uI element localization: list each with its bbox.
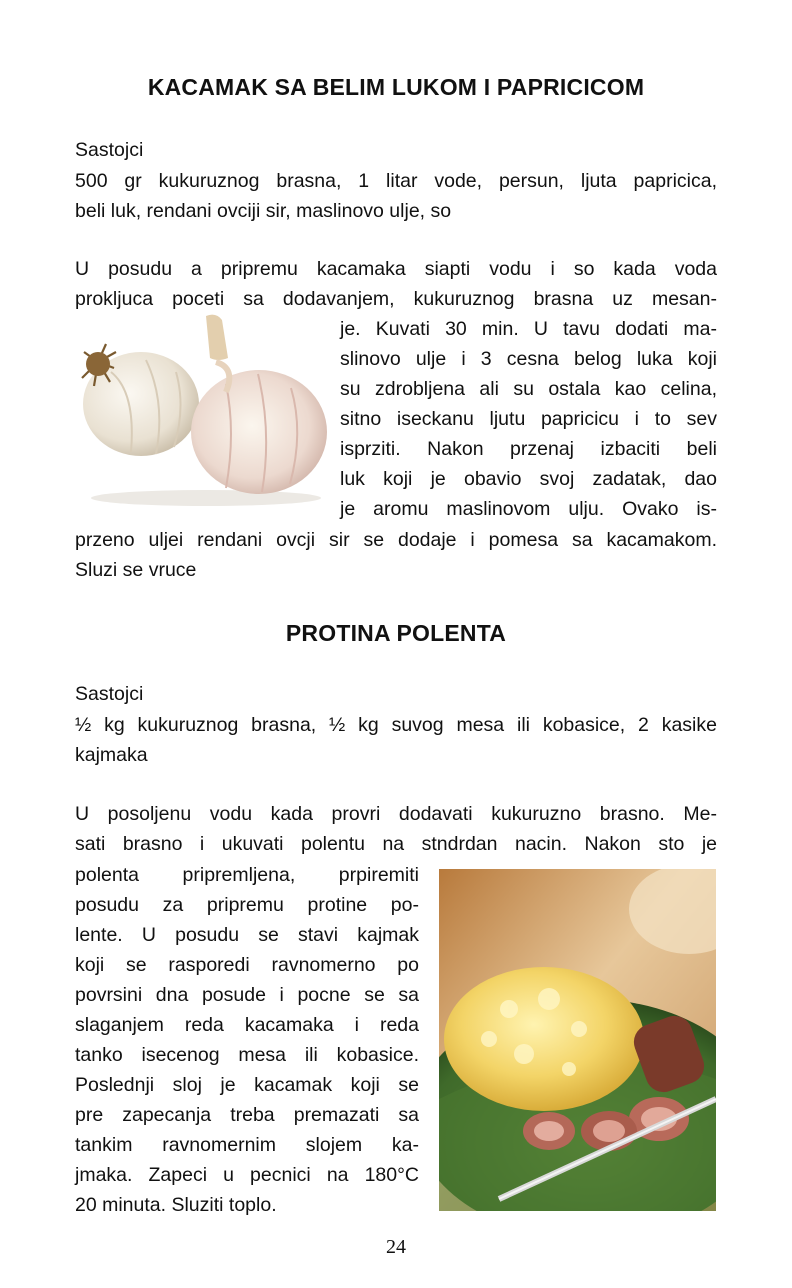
recipe-1-method-line: je aromu maslinovom ulju. Ovako is- bbox=[340, 498, 717, 520]
recipe-2-method-line: polenta pripremljena, prpiremiti bbox=[75, 864, 419, 886]
recipe-2-method-line: 20 minuta. Sluziti toplo. bbox=[75, 1194, 277, 1216]
recipe-1-ingredients-line: beli luk, rendani ovciji sir, maslinovo ulje, so bbox=[75, 200, 452, 222]
recipe-1-method-line: U posudu a pripremu kacamaka siapti vodu i so kada voda bbox=[75, 258, 717, 280]
recipe-2-method-line: Poslednji sloj je kacamak koji se bbox=[75, 1074, 419, 1096]
recipe-1-method-line: Sluzi se vruce bbox=[75, 559, 197, 581]
recipe-1-method-line: isprziti. Nakon przenaj izbaciti beli bbox=[340, 438, 717, 460]
recipe-2-ingredients-line: ½ kg kukuruznog brasna, ½ kg suvog mesa ili kobasice, 2 kasike bbox=[75, 714, 717, 736]
recipe-2-method-line: slaganjem reda kacamaka i reda bbox=[75, 1014, 419, 1036]
recipe-2-method-line: povrsini dna posude i pocne se sa bbox=[75, 984, 419, 1006]
recipe-2-method-line: sati brasno i ukuvati polentu na stndrdan nacin. Nakon sto je bbox=[75, 833, 717, 855]
recipe-1-method-line: sitno iseckanu ljutu papricicu i to sev bbox=[340, 408, 717, 430]
recipe-1-ingredients-heading: Sastojci bbox=[75, 139, 144, 161]
recipe-2-title: PROTINA POLENTA bbox=[285, 620, 507, 646]
recipe-1-method-line: slinovo ulje i 3 cesna belog luka koji bbox=[340, 348, 717, 370]
recipe-1-method-line: przeno uljei rendani ovcji sir se dodaje i pomesa sa kacamakom. bbox=[75, 529, 717, 551]
recipe-2-method-line: tankim ravnomernim slojem ka- bbox=[75, 1134, 419, 1156]
recipe-1-method-line: luk koji je obavio svoj zadatak, dao bbox=[340, 468, 717, 490]
recipe-1-title: KACAMAK SA BELIM LUKOM I PAPRICICOM bbox=[147, 74, 645, 100]
recipe-2-method-line: koji se rasporedi ravnomerno po bbox=[75, 954, 419, 976]
recipe-2-method-line: pre zapecanja treba premazati sa bbox=[75, 1104, 419, 1126]
recipe-1-ingredients-line: 500 gr kukuruznog brasna, 1 litar vode, persun, ljuta papricica, bbox=[75, 170, 717, 192]
recipe-2-ingredients-line: kajmaka bbox=[75, 744, 148, 766]
recipe-1-method-line: je. Kuvati 30 min. U tavu dodati ma- bbox=[340, 318, 717, 340]
recipe-2-method-line: tanko isecenog mesa ili kobasice. bbox=[75, 1044, 419, 1066]
recipe-2-ingredients-heading: Sastojci bbox=[75, 683, 144, 705]
garlic-image bbox=[76, 312, 331, 508]
recipe-2-method-line: lente. U posudu se stavi kajmak bbox=[75, 924, 419, 946]
recipe-2-method-line: U posoljenu vodu kada provri dodavati kukuruzno brasno. Me- bbox=[75, 803, 717, 825]
recipe-2-method-line: jmaka. Zapeci u pecnici na 180°C bbox=[75, 1164, 419, 1186]
recipe-2-method-line: posudu za pripremu protine po- bbox=[75, 894, 419, 916]
polenta-photo bbox=[439, 869, 716, 1211]
recipe-1-method-line: su zdrobljena ali su ostala kao celina, bbox=[340, 378, 717, 400]
recipe-1-method-line: prokljuca poceti sa dodavanjem, kukuruznog brasna uz mesan- bbox=[75, 288, 717, 310]
page-number: 24 bbox=[386, 1236, 406, 1258]
